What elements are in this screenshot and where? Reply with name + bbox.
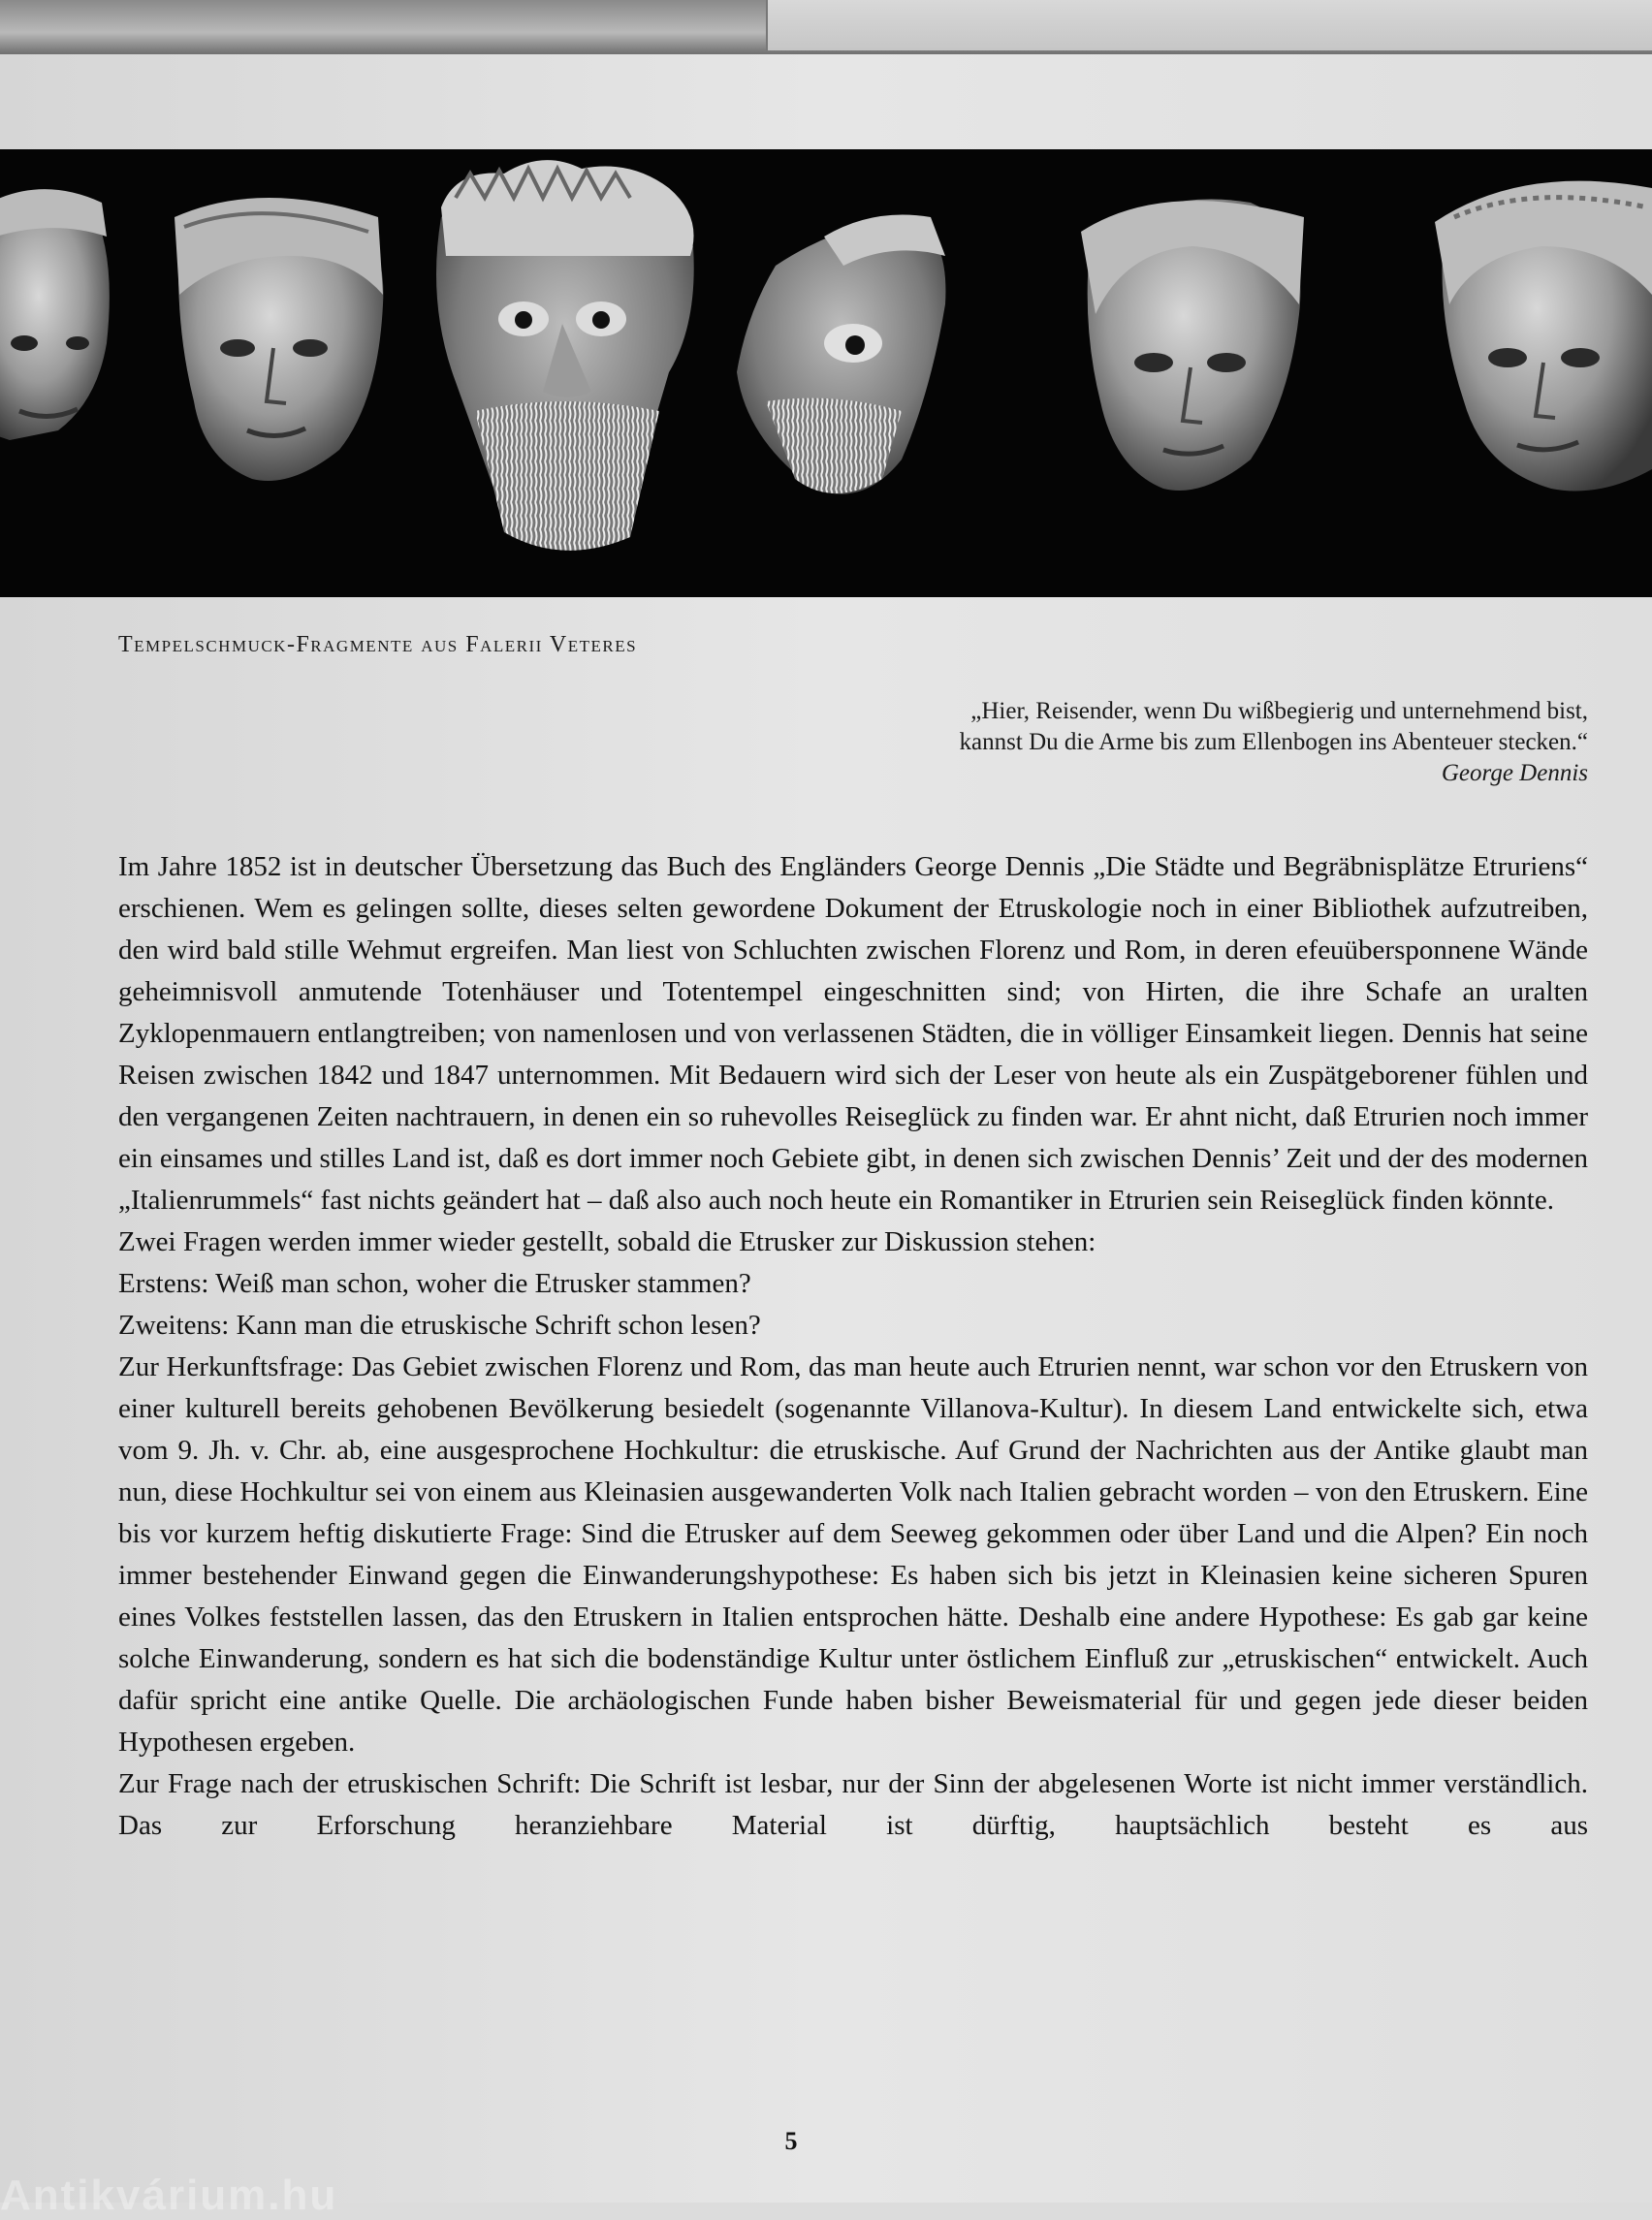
figure-caption: Tempelschmuck-Fragmente aus Falerii Veteres: [118, 632, 638, 657]
head-6: [1435, 181, 1652, 492]
page-number: 5: [784, 2127, 798, 2155]
terracotta-heads-illustration: [0, 149, 1652, 597]
paragraph-origin: Zur Herkunftsfrage: Das Gebiet zwischen Florenz und Rom, das man heute auch Etrurien nennt, war schon vor den Etruskern von einer kulturell bereits gehobenen Bevölkerung besiedelt (sogenannte Villanova-Kultur). In diesem Land entwickelte sich, etwa vom 9. Jh. v. Chr. ab, eine ausgesprochene Hochkultur: die etruskische. Auf Grund der Nachrichten aus der Antike glaubt man nun, diese Hochkultur sei von einem aus Kleinasien ausgewanderten Volk nach Italien gebracht worden – von den Etruskern. Eine bis vor kurzem heftig diskutierte Frage: Sind die Etrusker auf dem Seeweg gekommen oder über Land und die Alpen? Ein noch immer bestehender Einwand gegen die Einwanderungshypothese: Es haben sich bis jetzt in Kleinasien keine sicheren Spuren eines Volkes feststellen lassen, das den Etruskern in Italien entsprochen hätte. Deshalb eine andere Hypothese: Es gab gar keine solche Einwanderung, sondern es hat sich die bodenständige Kultur unter östlichem Einfluß zur „etruskischen“ entwickelt. Auch dafür spricht eine antike Quelle. Die archäologischen Funde haben bisher Beweismaterial für und gegen jede dieser beiden Hypothesen ergeben.: [118, 1351, 1588, 1758]
photo-terracotta-heads: [0, 149, 1652, 597]
head-1: [0, 189, 110, 440]
head-4-satyr-fragment: [737, 215, 945, 494]
epigraph-author: George Dennis: [1441, 760, 1588, 786]
paragraph-second-question: Zweitens: Kann man die etruskische Schrift schon lesen?: [118, 1310, 761, 1341]
paragraph-intro: Im Jahre 1852 ist in deutscher Übersetzung das Buch des Engländers George Dennis „Die Städte und Begräbnisplätze Etruriens“ erschienen. Wem es gelingen sollte, dieses selten gewordene Dokument der Etruskologie noch in einer Bibliothek aufzutreiben, den wird bald stille Wehmut ergreifen. Man liest von Schluchten zwischen Florenz und Rom, in deren efeuübersponnene Wände geheimnisvoll anmutende Totenhäuser und Totentempel eingeschnitten sind; von Hirten, die ihre Schafe an uralten Zyklopenmauern entlangtreiben; von namenlosen und von verlassenen Städten, die in völliger Einsamkeit liegen. Dennis hat seine Reisen zwischen 1842 und 1847 unternommen. Mit Bedauern wird sich der Leser von heute als ein Zuspätgeborener fühlen und den vergangenen Zeiten nachtrauern, in denen ein so ruhevolles Reiseglück zu finden war. Er ahnt nicht, daß Etrurien noch immer ein einsames und stilles Land ist, daß es dort immer noch Gebiete gibt, in denen sich zwischen Dennis’ Zeit und der des modernen „Italienrummels“ fast nichts geändert hat – daß also auch noch heute ein Romantiker in Etrurien sein Reiseglück finden könnte.: [118, 851, 1588, 1216]
paragraph-questions: Zwei Fragen werden immer wieder gestellt, sobald die Etrusker zur Diskussion stehen:: [118, 1226, 1096, 1257]
body-text: [118, 846, 1588, 1847]
epigraph-line-2: kannst Du die Arme bis zum Ellenbogen ins Abenteuer stecken.“: [959, 729, 1588, 755]
head-2: [175, 198, 383, 481]
previous-page-fold: [766, 0, 1652, 50]
head-5: [1081, 200, 1304, 491]
paragraph-script: Zur Frage nach der etruskischen Schrift: Die Schrift ist lesbar, nur der Sinn der abgelesenen Worte ist nicht immer verständlich. Das zur Erforschung heranziehbare Material ist dürftig, hauptsächlich besteht es aus: [118, 1768, 1588, 1841]
head-3-satyr: [436, 160, 694, 551]
paragraph-first-question: Erstens: Weiß man schon, woher die Etrusker stammen?: [118, 1268, 751, 1299]
epigraph-quote: [715, 696, 1588, 789]
epigraph-line-1: „Hier, Reisender, wenn Du wißbegierig und unternehmend bist,: [970, 698, 1588, 724]
watermark: Antikvárium.hu: [0, 2172, 338, 2219]
page-top-edge: [0, 0, 1652, 54]
